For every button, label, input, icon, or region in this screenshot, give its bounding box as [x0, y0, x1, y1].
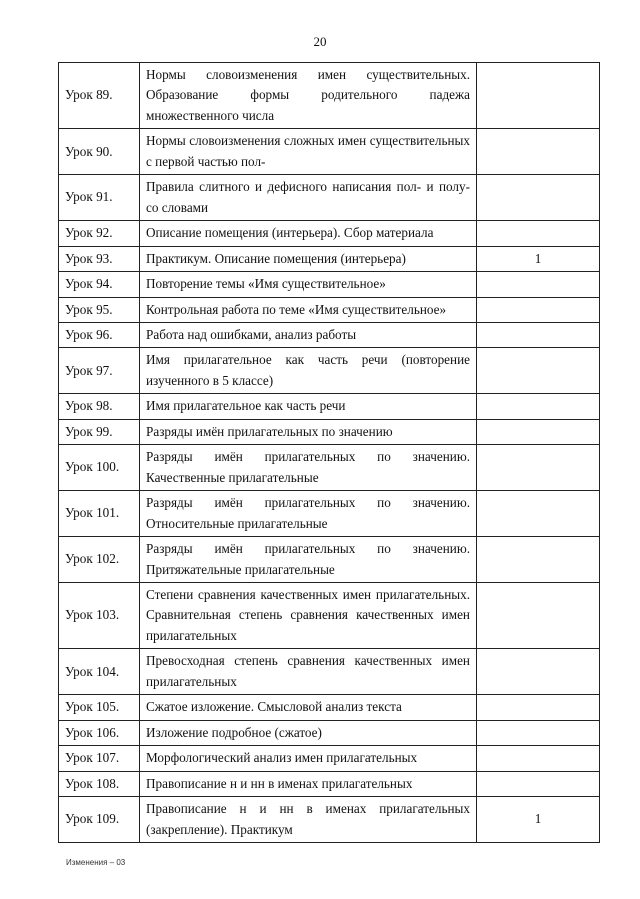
lesson-number: Урок 104.	[59, 649, 140, 695]
table-row	[59, 491, 600, 537]
lesson-number: Урок 93.	[59, 246, 140, 271]
table-row	[59, 720, 600, 745]
lesson-plan-table	[58, 62, 600, 843]
lesson-number: Урок 98.	[59, 394, 140, 419]
lesson-hours	[477, 175, 600, 221]
lesson-number: Урок 106.	[59, 720, 140, 745]
lesson-hours	[477, 537, 600, 583]
lesson-hours	[477, 491, 600, 537]
lesson-hours: 1	[477, 246, 600, 271]
lesson-number: Урок 97.	[59, 348, 140, 394]
table-row	[59, 348, 600, 394]
lesson-hours	[477, 419, 600, 444]
lesson-topic: Правописание н и нн в именах прилагательных	[140, 771, 477, 796]
table-row	[59, 419, 600, 444]
lesson-topic: Контрольная работа по теме «Имя существительное»	[140, 297, 477, 322]
lesson-number: Урок 90.	[59, 129, 140, 175]
lesson-topic: Работа над ошибками, анализ работы	[140, 322, 477, 347]
lesson-hours	[477, 445, 600, 491]
lesson-hours	[477, 297, 600, 322]
table-row	[59, 175, 600, 221]
table-row	[59, 322, 600, 347]
table-row	[59, 649, 600, 695]
lesson-topic: Описание помещения (интерьера). Сбор материала	[140, 221, 477, 246]
table-row	[59, 445, 600, 491]
lesson-topic: Имя прилагательное как часть речи	[140, 394, 477, 419]
lesson-number: Урок 100.	[59, 445, 140, 491]
lesson-hours: 1	[477, 797, 600, 843]
lesson-number: Урок 102.	[59, 537, 140, 583]
table-row	[59, 771, 600, 796]
lesson-hours	[477, 348, 600, 394]
lesson-number: Урок 96.	[59, 322, 140, 347]
lesson-number: Урок 99.	[59, 419, 140, 444]
lesson-number: Урок 108.	[59, 771, 140, 796]
lesson-topic: Изложение подробное (сжатое)	[140, 720, 477, 745]
lesson-table-body	[59, 63, 600, 843]
lesson-hours	[477, 394, 600, 419]
lesson-number: Урок 89.	[59, 63, 140, 129]
lesson-topic: Сжатое изложение. Смысловой анализ текста	[140, 695, 477, 720]
table-row	[59, 746, 600, 771]
footer-revision-note: Изменения – 03	[66, 858, 126, 867]
table-row	[59, 297, 600, 322]
lesson-hours	[477, 322, 600, 347]
lesson-number: Урок 95.	[59, 297, 140, 322]
lesson-topic: Морфологический анализ имен прилагательных	[140, 746, 477, 771]
table-row	[59, 63, 600, 129]
lesson-hours	[477, 746, 600, 771]
lesson-topic: Разряды имён прилагательных по значению. Притяжательные прилагательные	[140, 537, 477, 583]
table-row	[59, 797, 600, 843]
lesson-topic: Разряды имён прилагательных по значению. Относительные прилагательные	[140, 491, 477, 537]
lesson-topic: Разряды имён прилагательных по значению	[140, 419, 477, 444]
table-row	[59, 272, 600, 297]
table-row	[59, 695, 600, 720]
lesson-number: Урок 94.	[59, 272, 140, 297]
lesson-number: Урок 92.	[59, 221, 140, 246]
table-row	[59, 394, 600, 419]
lesson-topic: Повторение темы «Имя существительное»	[140, 272, 477, 297]
lesson-topic: Правила слитного и дефисного написания пол- и полу- со словами	[140, 175, 477, 221]
lesson-hours	[477, 63, 600, 129]
lesson-hours	[477, 129, 600, 175]
lesson-topic: Правописание н и нн в именах прилагательных (закрепление). Практикум	[140, 797, 477, 843]
lesson-number: Урок 91.	[59, 175, 140, 221]
lesson-hours	[477, 272, 600, 297]
lesson-hours	[477, 221, 600, 246]
lesson-number: Урок 101.	[59, 491, 140, 537]
lesson-topic: Превосходная степень сравнения качественных имен прилагательных	[140, 649, 477, 695]
table-row	[59, 129, 600, 175]
lesson-hours	[477, 582, 600, 648]
table-row	[59, 246, 600, 271]
table-row	[59, 537, 600, 583]
table-row	[59, 221, 600, 246]
lesson-topic: Разряды имён прилагательных по значению. Качественные прилагательные	[140, 445, 477, 491]
lesson-topic: Нормы словоизменения имен существительных. Образование формы родительного падежа множественного числа	[140, 63, 477, 129]
lesson-hours	[477, 649, 600, 695]
lesson-hours	[477, 720, 600, 745]
lesson-hours	[477, 771, 600, 796]
lesson-number: Урок 107.	[59, 746, 140, 771]
lesson-topic: Степени сравнения качественных имен прилагательных. Сравнительная степень сравнения качественных имен прилагательных	[140, 582, 477, 648]
lesson-number: Урок 105.	[59, 695, 140, 720]
lesson-topic: Имя прилагательное как часть речи (повторение изученного в 5 классе)	[140, 348, 477, 394]
table-row	[59, 582, 600, 648]
lesson-number: Урок 103.	[59, 582, 140, 648]
page-number: 20	[313, 34, 327, 49]
lesson-hours	[477, 695, 600, 720]
lesson-number: Урок 109.	[59, 797, 140, 843]
lesson-topic: Практикум. Описание помещения (интерьера)	[140, 246, 477, 271]
lesson-topic: Нормы словоизменения сложных имен существительных с первой частью пол-	[140, 129, 477, 175]
